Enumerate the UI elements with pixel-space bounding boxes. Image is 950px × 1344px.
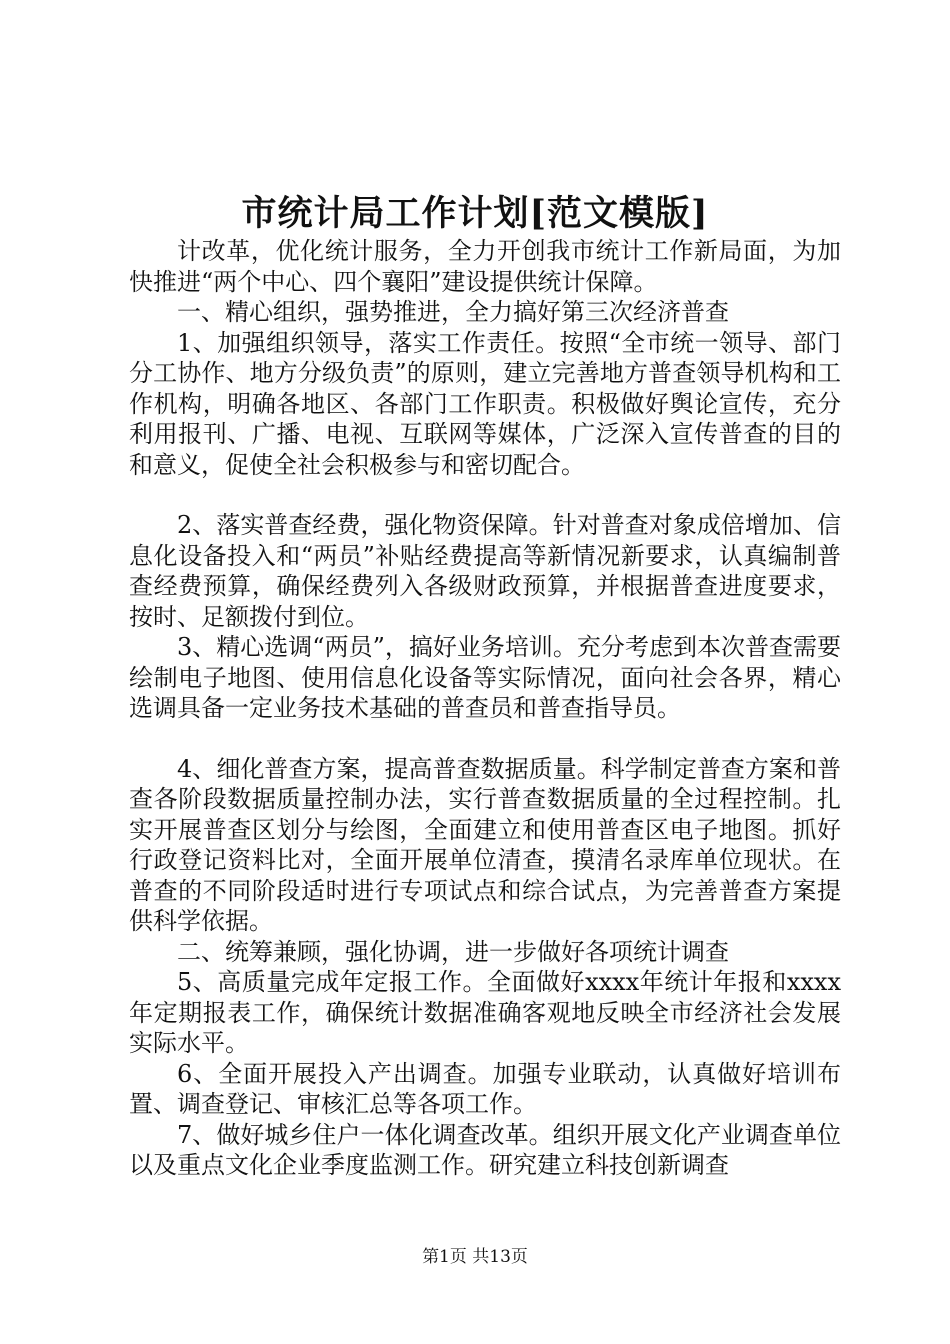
page-footer: 第1页 共13页 [422, 1247, 528, 1267]
paragraph-item-7: 7、做好城乡住户一体化调查改革。组织开展文化产业调查单位以及重点文化企业季度监测工作。研究建立科技创新调查 [129, 1120, 841, 1179]
paragraph-item-4: 4、细化普查方案，提高普查数据质量。科学制定普查方案和普查各阶段数据质量控制办法，实行普查数据质量的全过程控制。扎实开展普查区划分与绘图，全面建立和使用普查区电子地图。抓好行政登记资料比对，全面开展单位清查，摸清名录库单位现状。在普查的不同阶段适时进行专项试点和综合试点，为完善普查方案提供科学依据。 [129, 754, 841, 935]
paragraph-item-6: 6、全面开展投入产出调查。加强专业联动，认真做好培训布置、调查登记、审核汇总等各项工作。 [129, 1059, 841, 1118]
paragraph-intro: 计改革，优化统计服务，全力开创我市统计工作新局面，为加快推进“两个中心、四个襄阳”建设提供统计保障。 [129, 237, 841, 296]
paragraph-gap [129, 724, 841, 754]
document-body [129, 236, 841, 1181]
paragraph-item-5: 5、高质量完成年定报工作。全面做好xxxx年统计年报和xxxx年定期报表工作，确保统计数据准确客观地反映全市经济社会发展实际水平。 [129, 968, 841, 1057]
section-heading-1: 一、精心组织，强势推进，全力搞好第三次经济普查 [177, 298, 729, 326]
paragraph-item-2: 2、落实普查经费，强化物资保障。针对普查对象成倍增加、信息化设备投入和“两员”补贴经费提高等新情况新要求，认真编制普查经费预算，确保经费列入各级财政预算，并根据普查进度要求，按时、足额拨付到位。 [129, 511, 841, 631]
paragraph-item-3: 3、精心选调“两员”，搞好业务培训。充分考虑到本次普查需要绘制电子地图、使用信息化设备等实际情况，面向社会各界，精心选调具备一定业务技术基础的普查员和普查指导员。 [129, 633, 841, 722]
section-heading-2: 二、统筹兼顾，强化协调，进一步做好各项统计调查 [177, 937, 729, 966]
document-title: 市统计局工作计划[范文模版] [241, 193, 709, 234]
paragraph-item-1: 1、加强组织领导，落实工作责任。按照“全市统一领导、部门分工协作、地方分级负责”的原则，建立完善地方普查领导机构和工作机构，明确各地区、各部门工作职责。积极做好舆论宣传，充分利用报刊、广播、电视、互联网等媒体，广泛深入宣传普查的目的和意义，促使全社会积极参与和密切配合。 [129, 328, 841, 479]
paragraph-gap [129, 480, 841, 510]
